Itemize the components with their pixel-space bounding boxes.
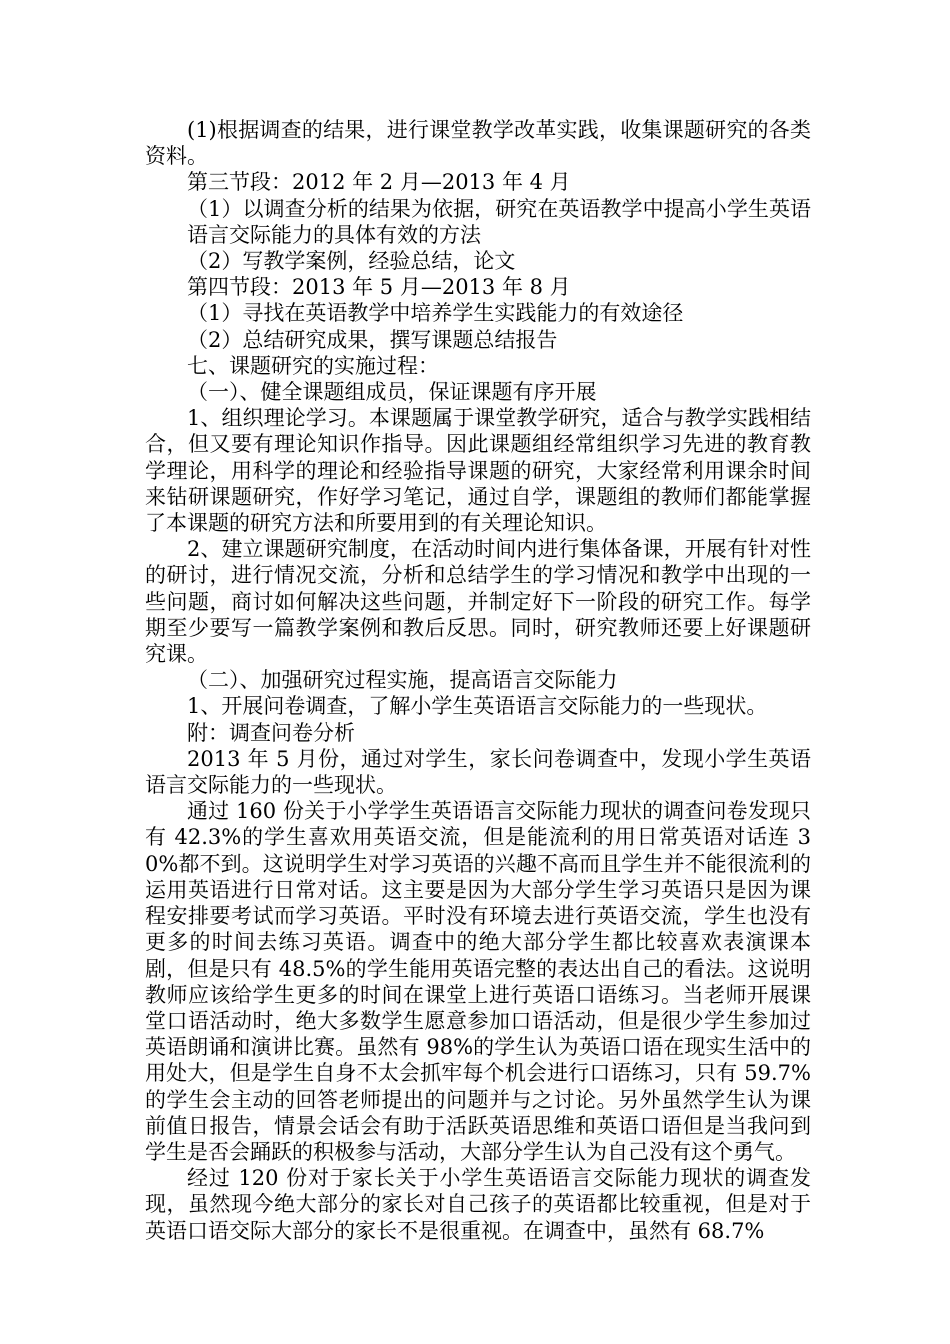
paragraph-7: （2）总结研究成果，撰写课题总结报告 [187, 327, 558, 352]
paragraph-6: （1）寻找在英语教学中培养学生实践能力的有效途径 [187, 301, 684, 326]
section-heading-4: 第四节段：2013 年 5 月—2013 年 8 月 [187, 275, 571, 300]
paragraph-1: (1)根据调查的结果，进行课堂教学改革实践，收集课题研究的各类资料。 [145, 118, 811, 169]
paragraph-13: 1、开展问卷调查，了解小学生英语语言交际能力的一些现状。 [187, 694, 768, 719]
document-page [145, 117, 811, 1244]
subheading-2: （二）、加强研究过程实施，提高语言交际能力 [187, 668, 618, 693]
paragraph-17: 经过 120 份对于家长关于小学生英语语言交际能力现状的调查发现，虽然现今绝大部分的家长对自己孩子的英语都比较重视，但是对于英语口语交际大部分的家长不是很重视。在调查中，虽然有 68.7% [145, 1166, 811, 1243]
paragraph-4: （2）写教学案例，经验总结，论文 [187, 249, 516, 274]
subheading-1: （一）、健全课题组成员，保证课题有序开展 [187, 380, 597, 405]
section-heading-3: 第三节段：2012 年 2 月—2013 年 4 月 [187, 170, 571, 195]
paragraph-11: 2、建立课题研究制度，在活动时间内进行集体备课，开展有针对性的研讨，进行情况交流，分析和总结学生的学习情况和教学中出现的一些问题，商讨如何解决这些问题，并制定好下一阶段的研究工作。每学期至少要写一篇教学案例和教后反思。同时，研究教师还要上好课题研究课。 [145, 537, 811, 667]
appendix-label: 附：调查问卷分析 [187, 720, 355, 745]
paragraph-16: 通过 160 份关于小学学生英语语言交际能力现状的调查问卷发现只有 42.3%的学生喜欢用英语交流，但是能流利的用日常英语对话连 30%都不到。这说明学生对学习英语的兴趣不高而且学生并不能很流利的运用英语进行日常对话。这主要是因为大部分学生学习英语只是因为课程安排要考试而学习英语。平时没有环境去进行英语交流，学生也没有更多的时间去练习英语。调查中的绝大部分学生都比较喜欢表演课本剧，但是只有 48.5%的学生能用英语完整的表达出自己的看法。这说明教师应该给学生更多的时间在课堂上进行英语口语练习。当老师开展课堂口语活动时，绝大多数学生愿意参加口语活动，但是很少学生参加过英语朗诵和演讲比赛。虽然有 98%的学生认为英语口语在现实生活中的用处大，但是学生自身不太会抓牢每个机会进行口语练习，只有 59.7%的学生会主动的回答老师提出的问题并与之讨论。另外虽然学生认为课前值日报告，情景会话会有助于活跃英语思维和英语口语但是当我问到学生是否会踊跃的积极参与活动，大部分学生认为自己没有这个勇气。 [145, 799, 811, 1164]
paragraph-10: 1、组织理论学习。本课题属于课堂教学研究，适合与教学实践相结合，但又要有理论知识作指导。因此课题组经常组织学习先进的教育教学理论，用科学的理论和经验指导课题的研究，大家经常利用课余时间来钻研课题研究，作好学习笔记，通过自学，课题组的教师们都能掌握了本课题的研究方法和所要用到的有关理论知识。 [145, 406, 811, 536]
paragraph-15: 2013 年 5 月份，通过对学生，家长问卷调查中，发现小学生英语语言交际能力的一些现状。 [145, 746, 811, 798]
chapter-heading-7: 七、课题研究的实施过程： [187, 353, 439, 378]
paragraph-3: （1）以调查分析的结果为依据，研究在英语教学中提高小学生英语语言交际能力的具体有效的方法 [187, 196, 811, 247]
